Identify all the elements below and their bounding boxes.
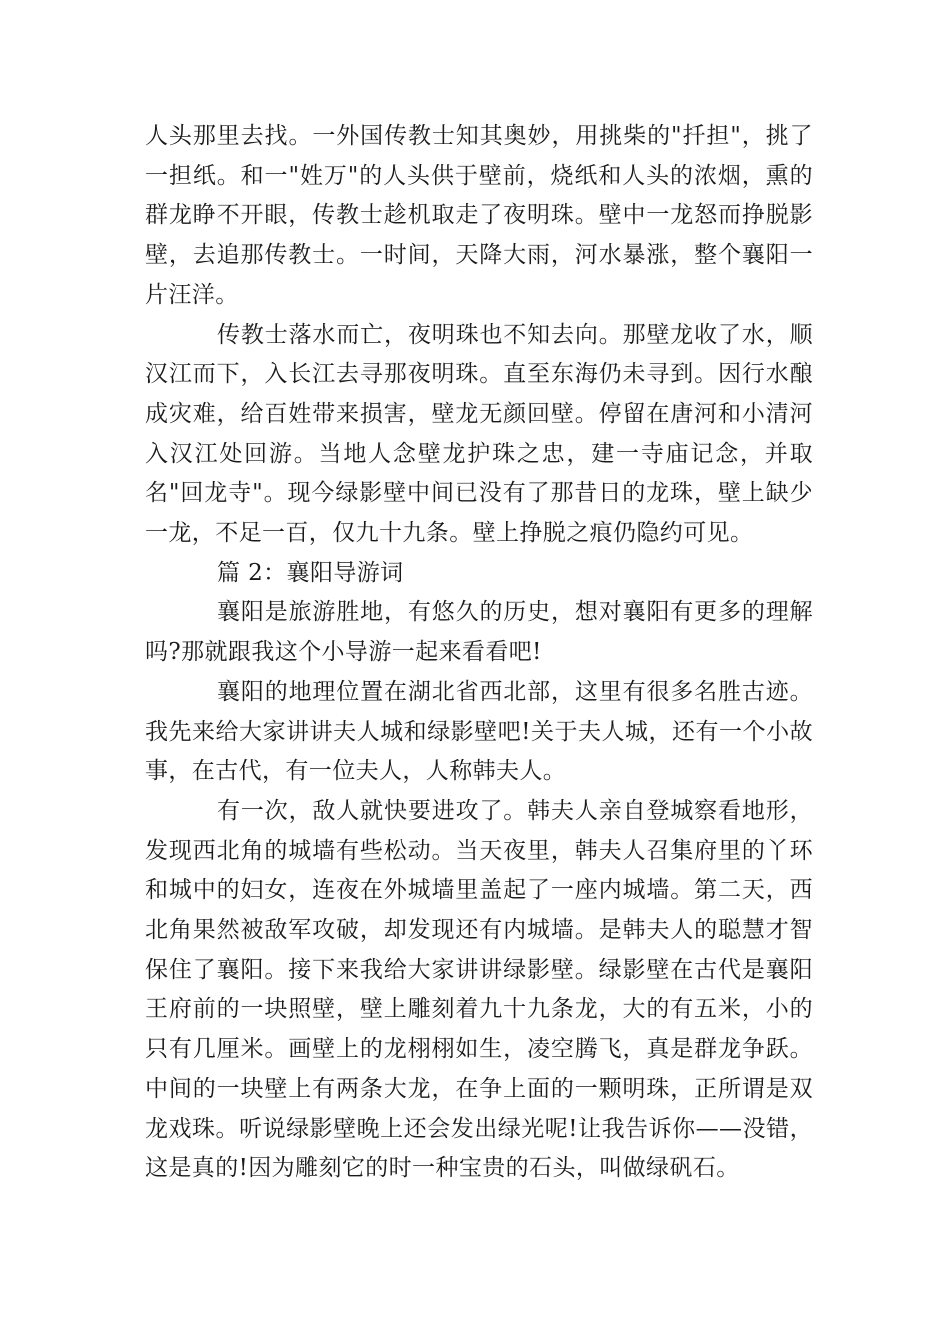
- paragraph-dragon-search: 传教士落水而亡，夜明珠也不知去向。那壁龙收了水，顺汉江而下，入长江去寻那夜明珠。直至东海仍未寻到。因行水酿成灾难，给百姓带来损害，壁龙无颜回壁。停留在唐河和小清河入汉江处回游。当地人念壁龙护珠之忠，建一寺庙记念，并取名"回龙寺"。现今绿影壁中间已没有了那昔日的龙珠，壁上缺少一龙，不足一百，仅九十九条。壁上挣脱之痕仍隐约可见。: [145, 321, 813, 547]
- paragraph-intro: 襄阳是旅游胜地，有悠久的历史，想对襄阳有更多的理解吗?那就跟我这个小导游一起来看看吧!: [145, 599, 813, 666]
- section-heading: 篇 2：襄阳导游词: [217, 559, 404, 586]
- document-body: [145, 117, 813, 1189]
- paragraph-location: 襄阳的地理位置在湖北省西北部，这里有很多名胜古迹。我先来给大家讲讲夫人城和绿影壁吧!关于夫人城，还有一个小故事，在古代，有一位夫人，人称韩夫人。: [145, 678, 813, 785]
- paragraph-lady-han-story: 有一次，敌人就快要进攻了。韩夫人亲自登城察看地形，发现西北角的城墙有些松动。当天夜里，韩夫人召集府里的丫环和城中的妇女，连夜在外城墙里盖起了一座内城墙。第二天，西北角果然被敌军攻破，却发现还有内城墙。是韩夫人的聪慧才智保住了襄阳。接下来我给大家讲讲绿影壁。绿影壁在古代是襄阳王府前的一块照壁，壁上雕刻着九十九条龙，大的有五米，小的只有几厘米。画壁上的龙栩栩如生，凌空腾飞，真是群龙争跃。中间的一块壁上有两条大龙，在争上面的一颗明珠，正所谓是双龙戏珠。听说绿影壁晚上还会发出绿光呢!让我告诉你——没错，这是真的!因为雕刻它的时一种宝贵的石头，叫做绿矾石。: [145, 797, 813, 1182]
- paragraph-continuation: 人头那里去找。一外国传教士知其奥妙，用挑柴的"扦担"，挑了一担纸。和一"姓万"的人头供于壁前，烧纸和人头的浓烟，熏的群龙睁不开眼，传教士趁机取走了夜明珠。壁中一龙怒而挣脱影壁，去追那传教士。一时间，天降大雨，河水暴涨，整个襄阳一片汪洋。: [145, 123, 813, 308]
